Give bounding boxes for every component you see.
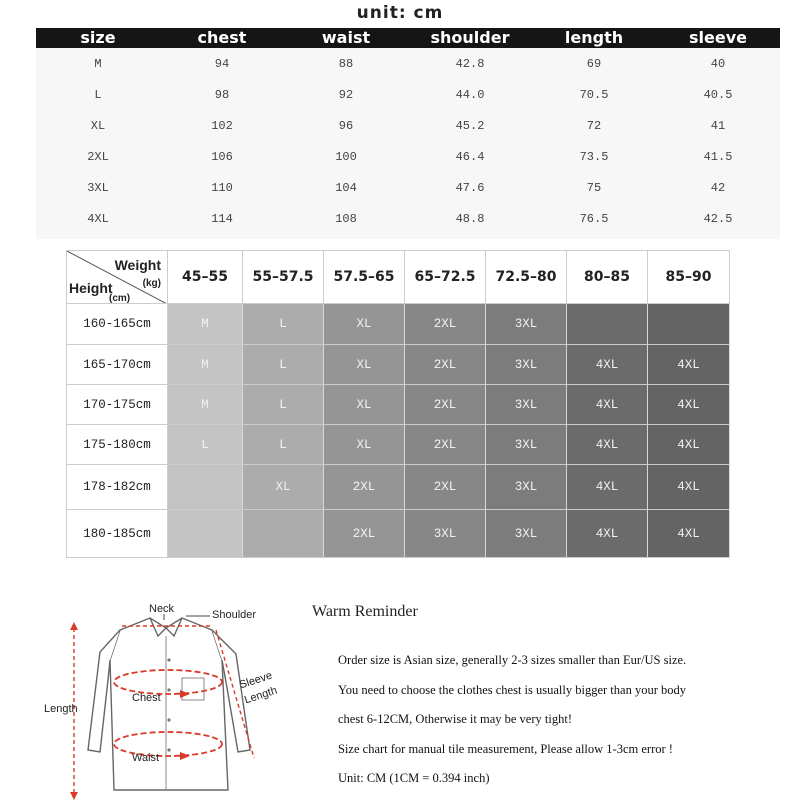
size-row: [36, 48, 780, 79]
size-recommendation-cell: XL: [324, 425, 405, 464]
neck-label: Neck: [149, 603, 175, 615]
weight-range-header: 80–85: [567, 250, 648, 304]
height-row: [66, 385, 730, 425]
size-recommendation-cell: XL: [324, 304, 405, 344]
size-cell: 41: [710, 118, 726, 133]
reminder-line: You need to choose the clothes chest is usually bigger than your body: [338, 682, 686, 697]
header-shoulder: shoulder: [430, 28, 510, 47]
size-recommendation-cell: 3XL: [486, 304, 567, 344]
size-recommendation-cell: M: [168, 385, 243, 424]
reminder-text: [338, 652, 788, 800]
size-cell: 4XL: [87, 211, 109, 226]
weight-range-header: 45–55: [168, 250, 243, 304]
size-recommendation-cell: M: [168, 345, 243, 384]
size-recommendation-cell: 4XL: [567, 425, 648, 464]
size-recommendation-cell: XL: [324, 385, 405, 424]
size-cell: 3XL: [87, 180, 109, 195]
size-recommendation-cell: [567, 304, 648, 344]
corner-cell: [66, 250, 168, 304]
size-cell: 73.5: [579, 149, 609, 164]
size-recommendation-cell: 2XL: [405, 425, 486, 464]
size-cell: 92: [338, 87, 354, 102]
weight-range-header: 85–90: [648, 250, 730, 304]
size-recommendation-cell: 3XL: [486, 345, 567, 384]
size-cell: L: [94, 87, 102, 102]
header-chest: chest: [197, 28, 247, 47]
weight-range-header: 57.5–65: [324, 250, 405, 304]
height-row: [66, 510, 730, 558]
size-cell: XL: [90, 118, 106, 133]
waist-label: Waist: [132, 752, 160, 764]
size-cell: 48.8: [455, 211, 485, 226]
size-recommendation-cell: [243, 510, 324, 557]
size-recommendation-cell: [168, 465, 243, 509]
height-row: [66, 304, 730, 345]
height-weight-chart: [66, 250, 730, 558]
reminder-title: Warm Reminder: [312, 603, 418, 620]
size-cell: 110: [211, 180, 233, 195]
size-row: [36, 141, 780, 172]
height-row: [66, 425, 730, 465]
size-table-header: [36, 28, 780, 48]
size-cell: 114: [211, 211, 233, 226]
size-recommendation-cell: 2XL: [405, 385, 486, 424]
size-cell: 70.5: [579, 87, 609, 102]
weight-range-header: 65–72.5: [405, 250, 486, 304]
size-recommendation-cell: 4XL: [648, 510, 730, 557]
size-cell: 100: [335, 149, 357, 164]
size-recommendation-cell: 2XL: [405, 304, 486, 344]
size-recommendation-cell: 4XL: [567, 345, 648, 384]
header-size: size: [80, 28, 116, 47]
size-row: [36, 172, 780, 203]
size-cell: 104: [335, 180, 357, 195]
reminder-line: chest 6-12CM, Otherwise it may be very tight!: [338, 712, 572, 726]
size-row: [36, 79, 780, 110]
height-range-label: 160-165cm: [66, 304, 168, 344]
size-recommendation-cell: 3XL: [486, 510, 567, 557]
header-sleeve: sleeve: [689, 28, 747, 47]
size-recommendation-cell: 2XL: [324, 510, 405, 557]
size-cell: 47.6: [455, 180, 485, 195]
height-rows: [66, 304, 730, 558]
size-cell: 94: [214, 56, 230, 71]
size-row: [36, 203, 780, 234]
chest-label: Chest: [132, 692, 161, 704]
size-cell: 42.5: [703, 211, 733, 226]
size-cell: 46.4: [455, 149, 485, 164]
size-recommendation-cell: 4XL: [648, 345, 730, 384]
size-recommendation-cell: 4XL: [567, 385, 648, 424]
size-recommendation-cell: 3XL: [405, 510, 486, 557]
size-cell: 88: [338, 56, 354, 71]
size-row: [36, 110, 780, 141]
size-recommendation-cell: 3XL: [486, 425, 567, 464]
height-range-label: 165-170cm: [66, 345, 168, 384]
header-waist: waist: [321, 28, 371, 47]
size-recommendation-cell: 4XL: [567, 465, 648, 509]
size-cell: M: [94, 56, 102, 71]
reminder-line: Unit: CM (1CM = 0.394 inch): [338, 771, 490, 785]
size-cell: 96: [338, 118, 354, 133]
shoulder-label: Shoulder: [212, 609, 257, 621]
size-recommendation-cell: L: [243, 345, 324, 384]
weight-range-header: 55–57.5: [243, 250, 324, 304]
size-recommendation-cell: 4XL: [648, 425, 730, 464]
height-range-label: 170-175cm: [66, 385, 168, 424]
size-recommendation-cell: 3XL: [486, 385, 567, 424]
corner-weight-label: Weight: [114, 257, 161, 273]
size-recommendation-cell: L: [168, 425, 243, 464]
corner-kg-label: (kg): [142, 278, 161, 289]
size-recommendation-cell: 2XL: [324, 465, 405, 509]
size-cell: 72: [586, 118, 602, 133]
reminder-line: Order size is Asian size, generally 2-3 sizes smaller than Eur/US size.: [338, 653, 687, 667]
size-cell: 75: [586, 180, 602, 195]
corner-height-label: Height: [69, 280, 113, 296]
size-recommendation-cell: [648, 304, 730, 344]
size-cell: 98: [214, 87, 230, 102]
size-recommendation-cell: 2XL: [405, 345, 486, 384]
size-recommendation-cell: 4XL: [648, 385, 730, 424]
size-recommendation-cell: [168, 510, 243, 557]
weight-range-header: 72.5–80: [486, 250, 567, 304]
size-cell: 2XL: [87, 149, 109, 164]
size-recommendation-cell: L: [243, 385, 324, 424]
size-recommendation-cell: XL: [243, 465, 324, 509]
size-cell: 42.8: [455, 56, 485, 71]
height-range-label: 180-185cm: [66, 510, 168, 557]
corner-cm-label: (cm): [109, 293, 131, 304]
length-label: Length: [44, 703, 78, 715]
size-recommendation-cell: 2XL: [405, 465, 486, 509]
size-recommendation-cell: XL: [324, 345, 405, 384]
size-recommendation-cell: 3XL: [486, 465, 567, 509]
size-cell: 42: [710, 180, 726, 195]
size-cell: 102: [211, 118, 233, 133]
measurement-diagram: [40, 600, 300, 800]
size-cell: 40.5: [703, 87, 733, 102]
size-cell: 108: [335, 211, 357, 226]
size-cell: 69: [586, 56, 602, 71]
height-row: [66, 465, 730, 510]
reminder-line: Size chart for manual tile measurement, Please allow 1-3cm error !: [338, 741, 673, 756]
size-cell: 40: [710, 56, 726, 71]
size-cell: 41.5: [703, 149, 733, 164]
header-length: length: [564, 28, 624, 47]
weight-header-row: [66, 250, 730, 304]
size-recommendation-cell: 4XL: [567, 510, 648, 557]
size-recommendation-cell: L: [243, 425, 324, 464]
size-cell: 45.2: [455, 118, 485, 133]
sleeve-label: Sleeve: [238, 669, 274, 692]
sleeve-length-label: Length: [243, 684, 279, 707]
size-cell: 106: [211, 149, 233, 164]
size-cell: 76.5: [579, 211, 609, 226]
size-table: [36, 28, 780, 239]
size-cell: 44.0: [455, 87, 485, 102]
size-recommendation-cell: L: [243, 304, 324, 344]
height-row: [66, 345, 730, 385]
size-recommendation-cell: M: [168, 304, 243, 344]
size-recommendation-cell: 4XL: [648, 465, 730, 509]
height-range-label: 175-180cm: [66, 425, 168, 464]
unit-label: unit: cm: [356, 3, 444, 23]
size-table-body: [36, 48, 780, 234]
height-range-label: 178-182cm: [66, 465, 168, 509]
